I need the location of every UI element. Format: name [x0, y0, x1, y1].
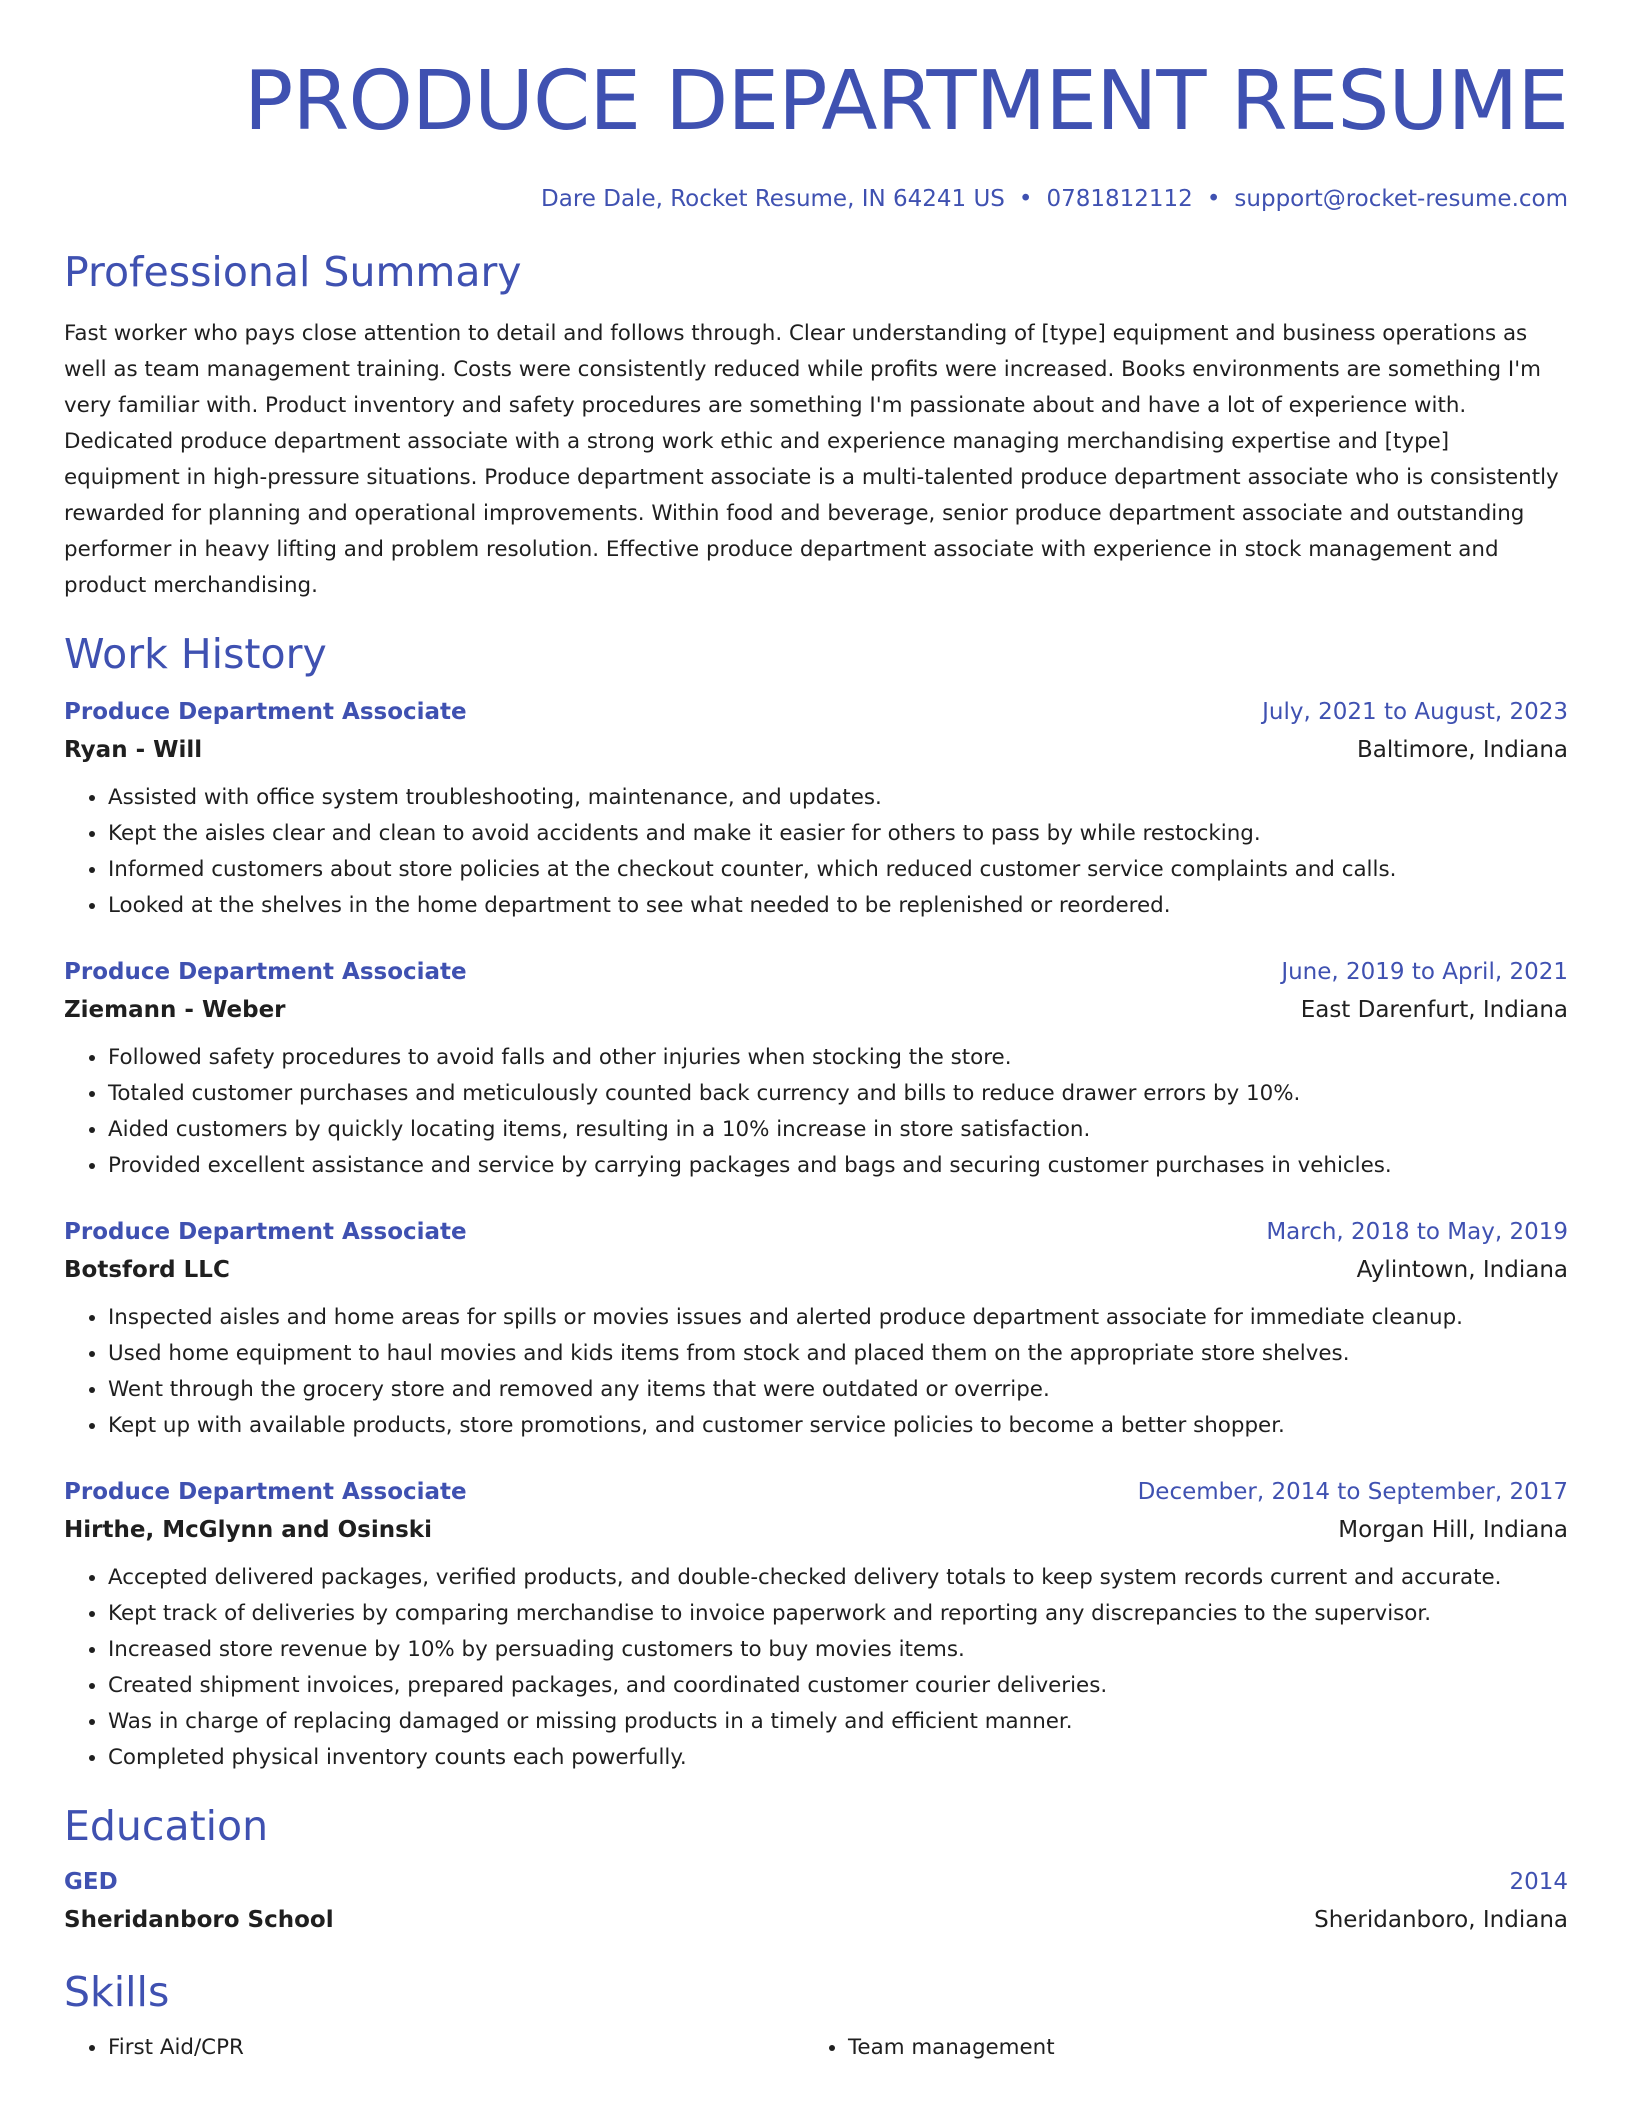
job-company: Hirthe, McGlynn and Osinski — [64, 1517, 432, 1543]
resume-title: PRODUCE DEPARTMENT RESUME — [243, 54, 1568, 149]
education-entry — [64, 1864, 1568, 1940]
education-section — [64, 1802, 1568, 1940]
job-bullet: • Inspected aisles and home areas for spills or movies issues and alerted produce department associate for immediate cleanup. — [108, 1300, 1568, 1336]
contact-separator: • — [1018, 186, 1033, 212]
contact-address: Dare Dale, Rocket Resume, IN 64241 US — [541, 186, 1005, 212]
job-dates: December, 2014 to September, 2017 — [1137, 1479, 1568, 1505]
job-bullet: • Informed customers about store policies at the checkout counter, which reduced customer service complaints and calls. — [108, 852, 1568, 888]
summary-text: Fast worker who pays close attention to detail and follows through. Clear understanding of [type] equipment and business operations as well as team management training. Costs were consistently reduced while profits were increased. Books environments are something I'm very familiar with. Product inventory and safety procedures are something I'm passionate about and have a lot of experience with. Dedicated produce department associate with a strong work ethic and experience managing merchandising expertise and [type] equipment in high-pressure situations. Produce department associate is a multi-talented produce department associate who is consistently rewarded for planning and operational improvements. Within food and beverage, senior produce department associate and outstanding performer in heavy lifting and problem resolution. Effective produce department associate with experience in stock management and product merchandising. — [64, 321, 1559, 598]
job-bullets — [64, 1560, 1568, 1776]
resume-header — [64, 0, 1568, 212]
job-company: Botsford LLC — [64, 1257, 230, 1283]
skill-item: • Team management — [848, 2030, 1544, 2066]
job-bullet: • Created shipment invoices, prepared packages, and coordinated customer courier deliveries. — [108, 1668, 1568, 1704]
skills-section — [64, 1968, 1568, 2066]
job-role: Produce Department Associate — [64, 959, 467, 985]
skills-column-right — [804, 2030, 1544, 2066]
job-location: Aylintown, Indiana — [1356, 1257, 1568, 1283]
job-role: Produce Department Associate — [64, 1479, 467, 1505]
job-bullet: • Completed physical inventory counts each powerfully. — [108, 1740, 1568, 1776]
job-bullet: • Followed safety procedures to avoid falls and other injuries when stocking the store. — [108, 1040, 1568, 1076]
job-bullet: • Increased store revenue by 10% by persuading customers to buy movies items. — [108, 1632, 1568, 1668]
job-bullet: • Kept the aisles clear and clean to avoid accidents and make it easier for others to pass by while restocking. — [108, 816, 1568, 852]
job-role: Produce Department Associate — [64, 1219, 467, 1245]
job-location: Baltimore, Indiana — [1357, 737, 1568, 763]
job-entry — [64, 694, 1568, 924]
job-bullets — [64, 1040, 1568, 1184]
education-heading: Education — [64, 1802, 269, 1850]
skills-column-left — [64, 2030, 804, 2066]
job-bullet: • Provided excellent assistance and service by carrying packages and bags and securing customer purchases in vehicles. — [108, 1148, 1568, 1184]
contact-line — [64, 186, 1568, 212]
work-history-section — [64, 630, 1568, 1776]
job-bullets — [64, 1300, 1568, 1444]
job-bullet: • Used home equipment to haul movies and kids items from stock and placed them on the appropriate store shelves. — [108, 1336, 1568, 1372]
job-bullet: • Aided customers by quickly locating items, resulting in a 10% increase in store satisfaction. — [108, 1112, 1568, 1148]
education-school: Sheridanboro School — [64, 1907, 334, 1933]
job-bullet: • Looked at the shelves in the home department to see what needed to be replenished or reordered. — [108, 888, 1568, 924]
skill-item: • First Aid/CPR — [108, 2030, 804, 2066]
job-bullet: • Accepted delivered packages, verified products, and double-checked delivery totals to keep system records current and accurate. — [108, 1560, 1568, 1596]
job-dates: July, 2021 to August, 2023 — [1262, 699, 1568, 725]
job-dates: June, 2019 to April, 2021 — [1281, 959, 1568, 985]
job-role: Produce Department Associate — [64, 699, 467, 725]
job-location: East Darenfurt, Indiana — [1300, 997, 1568, 1023]
job-bullets — [64, 780, 1568, 924]
contact-phone: 0781812112 — [1046, 186, 1193, 212]
education-year: 2014 — [1509, 1869, 1568, 1895]
job-entry — [64, 1474, 1568, 1776]
education-location: Sheridanboro, Indiana — [1314, 1907, 1568, 1933]
job-company: Ziemann - Weber — [64, 997, 286, 1023]
job-bullet: • Kept track of deliveries by comparing merchandise to invoice paperwork and reporting any discrepancies to the supervisor. — [108, 1596, 1568, 1632]
skills-heading: Skills — [64, 1968, 170, 2016]
job-entry — [64, 954, 1568, 1184]
job-bullet: • Totaled customer purchases and meticulously counted back currency and bills to reduce drawer errors by 10%. — [108, 1076, 1568, 1112]
job-entry — [64, 1214, 1568, 1444]
job-company: Ryan - Will — [64, 737, 203, 763]
education-degree: GED — [64, 1869, 118, 1895]
contact-separator: • — [1206, 186, 1221, 212]
contact-email: support@rocket-resume.com — [1234, 186, 1568, 212]
job-bullet: • Was in charge of replacing damaged or missing products in a timely and efficient manner. — [108, 1704, 1568, 1740]
job-bullet: • Assisted with office system troubleshooting, maintenance, and updates. — [108, 780, 1568, 816]
job-bullet: • Kept up with available products, store promotions, and customer service policies to become a better shopper. — [108, 1408, 1568, 1444]
summary-heading: Professional Summary — [64, 248, 522, 296]
work-history-heading: Work History — [64, 630, 327, 678]
job-location: Morgan Hill, Indiana — [1338, 1517, 1568, 1543]
summary-section — [64, 248, 1568, 604]
job-bullet: • Went through the grocery store and removed any items that were outdated or overripe. — [108, 1372, 1568, 1408]
skills-columns — [64, 2030, 1568, 2066]
job-dates: March, 2018 to May, 2019 — [1266, 1219, 1568, 1245]
